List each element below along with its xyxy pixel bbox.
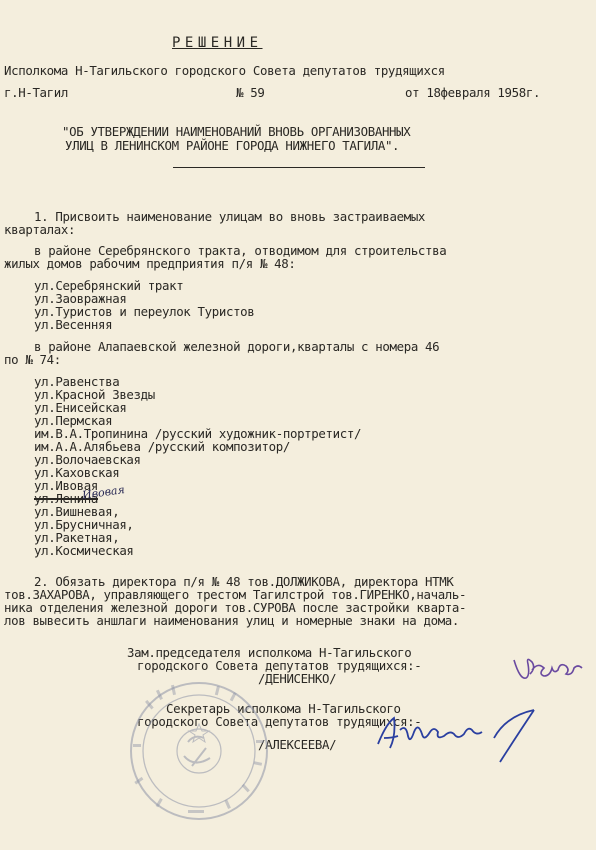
city: г.Н-Тагил <box>4 85 68 100</box>
area2-street: ул.Каховская <box>34 465 120 480</box>
item2-line-4: лов вывесить аншлаги наименования улиц и номерные знаки на дома. <box>4 613 460 628</box>
document-title: РЕШЕНИЕ <box>172 35 263 51</box>
area2-street-struck: ул.Ленина <box>34 491 98 506</box>
issuing-body-line: Исполкома Н-Тагильского городского Совета депутатов трудящихся <box>4 63 445 78</box>
secretary-title-line-2: городского Совета депутатов трудящихся:- <box>137 714 422 729</box>
decision-number: № 59 <box>236 85 265 100</box>
item1-intro-line-1: 1. Присвоить наименование улицам во вновь застраиваемых <box>34 209 426 224</box>
secretary-signature-icon <box>374 708 554 766</box>
area2-street: им.В.А.Тропинина /русский художник-портретист/ <box>34 426 362 441</box>
area2-street: ул.Космическая <box>34 543 134 558</box>
subject-divider <box>173 167 425 168</box>
area1-street: ул.Весенняя <box>34 317 113 332</box>
secretary-name: /АЛЕКСЕЕВА/ <box>258 737 337 752</box>
secretary-title-line-1: Секретарь исполкома Н-Тагильского <box>166 701 401 716</box>
area2-street: ул.Красной Звезды <box>34 387 155 402</box>
area1-street: ул.Туристов и переулок Туристов <box>34 304 255 319</box>
subject-line-2: УЛИЦ В ЛЕНИНСКОМ РАЙОНЕ ГОРОДА НИЖНЕГО ТАГИЛА". <box>65 138 400 153</box>
deputy-signature-icon <box>510 650 592 690</box>
item2-line-1: 2. Обязать директора п/я № 48 тов.ДОЛЖИКОВА, директора НТМК <box>34 574 454 589</box>
area2-street: ул.Пермская <box>34 413 113 428</box>
subject-line-1: "ОБ УТВЕРЖДЕНИИ НАИМЕНОВАНИЙ ВНОВЬ ОРГАНИЗОВАННЫХ <box>62 124 411 139</box>
area1-line-1: в районе Серебрянского тракта, отводимом для строительства <box>34 243 447 258</box>
official-seal-icon <box>128 680 270 822</box>
area2-line-1: в районе Алапаевской железной дороги,кварталы с номера 46 <box>34 339 440 354</box>
deputy-title-line-2: городского Совета депутатов трудящихся:- <box>137 658 422 673</box>
area2-street: ул.Равенства <box>34 374 120 389</box>
area2-street: ул.Енисейская <box>34 400 127 415</box>
area2-street: ул.Волочаевская <box>34 452 141 467</box>
item2-line-3: ника отделения железной дороги тов.СУРОВА после застройки кварта- <box>4 600 467 615</box>
decision-date: от 18февраля 1958г. <box>405 85 541 100</box>
item1-intro-line-2: кварталах: <box>4 222 76 237</box>
area2-street: им.А.А.Алябьева /русский композитор/ <box>34 439 290 454</box>
area2-street: ул.Вишневая, <box>34 504 120 519</box>
area2-line-2: по № 74: <box>4 352 61 367</box>
deputy-title-line-1: Зам.председателя исполкома Н-Тагильского <box>127 645 412 660</box>
area2-street: ул.Ивовая <box>34 478 98 493</box>
area2-street: ул.Брусничная, <box>34 517 134 532</box>
handwritten-correction: Ивовая <box>81 483 126 502</box>
area2-street: ул.Ракетная, <box>34 530 120 545</box>
item2-line-2: тов.ЗАХАРОВА, управляющего трестом Тагилстрой тов.ГИРЕНКО,началь- <box>4 587 467 602</box>
area1-street: ул.Серебрянский тракт <box>34 278 184 293</box>
area1-street: ул.Заовражная <box>34 291 127 306</box>
area1-line-2: жилых домов рабочим предприятия п/я № 48: <box>4 256 296 271</box>
deputy-name: /ДЕНИСЕНКО/ <box>258 671 337 686</box>
